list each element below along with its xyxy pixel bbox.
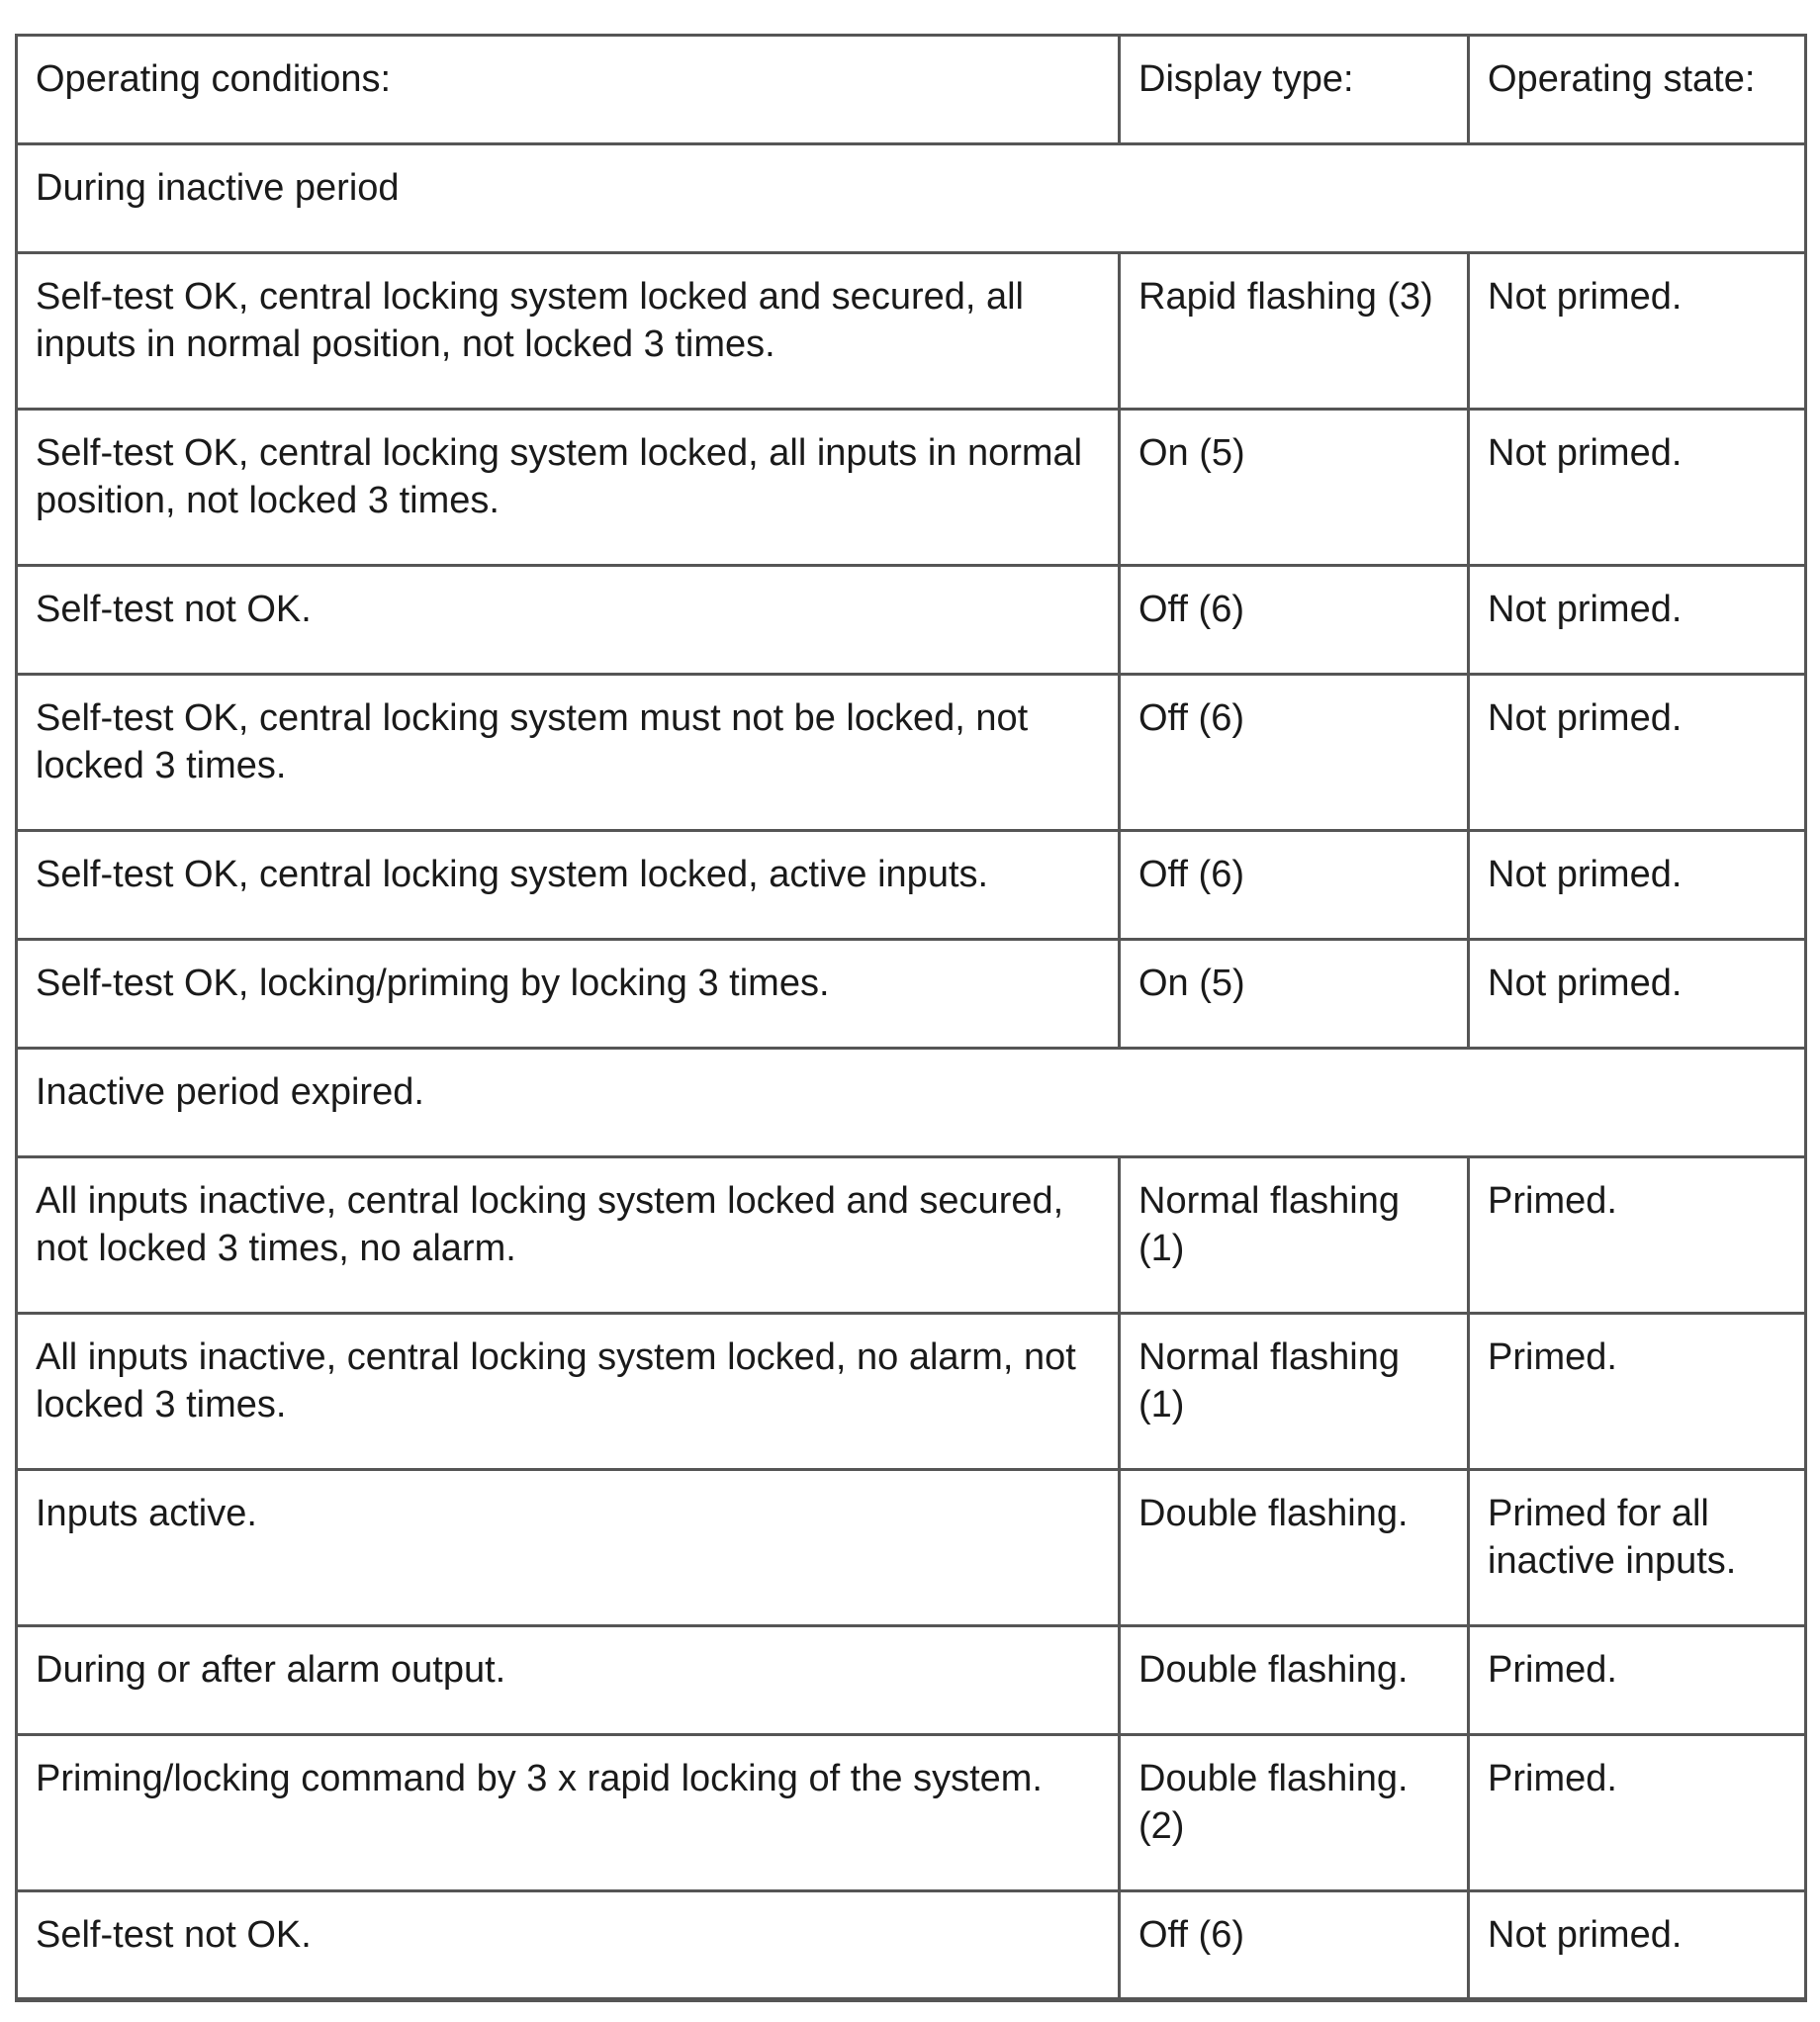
- cell-operating-state: Not primed.: [1469, 410, 1806, 566]
- table-row: [17, 566, 1806, 675]
- cell-conditions: All inputs inactive, central locking system locked and secured, not locked 3 times, no alarm.: [17, 1157, 1120, 1314]
- cell-operating-state: Primed.: [1469, 1314, 1806, 1470]
- cell-display-type: Normal flashing (1): [1120, 1157, 1469, 1314]
- table-row: [17, 675, 1806, 831]
- section-row: [17, 144, 1806, 253]
- table-row: [17, 1314, 1806, 1470]
- header-display-type: Display type:: [1120, 36, 1469, 144]
- table-row: [17, 1626, 1806, 1735]
- table-row: [17, 410, 1806, 566]
- cell-display-type: Off (6): [1120, 566, 1469, 675]
- section-row: [17, 1049, 1806, 1157]
- cell-operating-state: Not primed.: [1469, 940, 1806, 1049]
- cell-operating-state: Not primed.: [1469, 566, 1806, 675]
- table-row: [17, 1891, 1806, 2000]
- section-label: During inactive period: [17, 144, 1806, 253]
- cell-operating-state: Primed for all inactive inputs.: [1469, 1470, 1806, 1626]
- cell-conditions: Self-test OK, central locking system locked and secured, all inputs in normal position, not locked 3 times.: [17, 253, 1120, 410]
- header-operating-state: Operating state:: [1469, 36, 1806, 144]
- cell-display-type: Off (6): [1120, 831, 1469, 940]
- header-operating-conditions: Operating conditions:: [17, 36, 1120, 144]
- section-label: Inactive period expired.: [17, 1049, 1806, 1157]
- cell-operating-state: Not primed.: [1469, 1891, 1806, 2000]
- cell-operating-state: Not primed.: [1469, 675, 1806, 831]
- cell-display-type: Off (6): [1120, 675, 1469, 831]
- cell-conditions: Self-test OK, central locking system locked, active inputs.: [17, 831, 1120, 940]
- cell-conditions: During or after alarm output.: [17, 1626, 1120, 1735]
- table-row: [17, 1735, 1806, 1891]
- cell-conditions: Self-test not OK.: [17, 566, 1120, 675]
- cell-conditions: Inputs active.: [17, 1470, 1120, 1626]
- cell-conditions: Self-test OK, locking/priming by locking 3 times.: [17, 940, 1120, 1049]
- cell-display-type: Double flashing. (2): [1120, 1735, 1469, 1891]
- operating-states-table: [15, 34, 1807, 2002]
- table-row: [17, 940, 1806, 1049]
- cell-conditions: Self-test OK, central locking system must not be locked, not locked 3 times.: [17, 675, 1120, 831]
- cell-display-type: Rapid flashing (3): [1120, 253, 1469, 410]
- cell-conditions: Self-test not OK.: [17, 1891, 1120, 2000]
- cell-operating-state: Primed.: [1469, 1735, 1806, 1891]
- cell-operating-state: Not primed.: [1469, 831, 1806, 940]
- cell-display-type: Off (6): [1120, 1891, 1469, 2000]
- cell-display-type: On (5): [1120, 940, 1469, 1049]
- cell-display-type: Normal flashing (1): [1120, 1314, 1469, 1470]
- cell-conditions: All inputs inactive, central locking system locked, no alarm, not locked 3 times.: [17, 1314, 1120, 1470]
- cell-operating-state: Primed.: [1469, 1157, 1806, 1314]
- table-row: [17, 1470, 1806, 1626]
- cell-operating-state: Primed.: [1469, 1626, 1806, 1735]
- cell-display-type: Double flashing.: [1120, 1626, 1469, 1735]
- table-row: [17, 1157, 1806, 1314]
- table-row: [17, 831, 1806, 940]
- cell-conditions: Priming/locking command by 3 x rapid locking of the system.: [17, 1735, 1120, 1891]
- cell-conditions: Self-test OK, central locking system locked, all inputs in normal position, not locked 3 times.: [17, 410, 1120, 566]
- cell-operating-state: Not primed.: [1469, 253, 1806, 410]
- cell-display-type: Double flashing.: [1120, 1470, 1469, 1626]
- header-row: [17, 36, 1806, 144]
- cell-display-type: On (5): [1120, 410, 1469, 566]
- table-row: [17, 253, 1806, 410]
